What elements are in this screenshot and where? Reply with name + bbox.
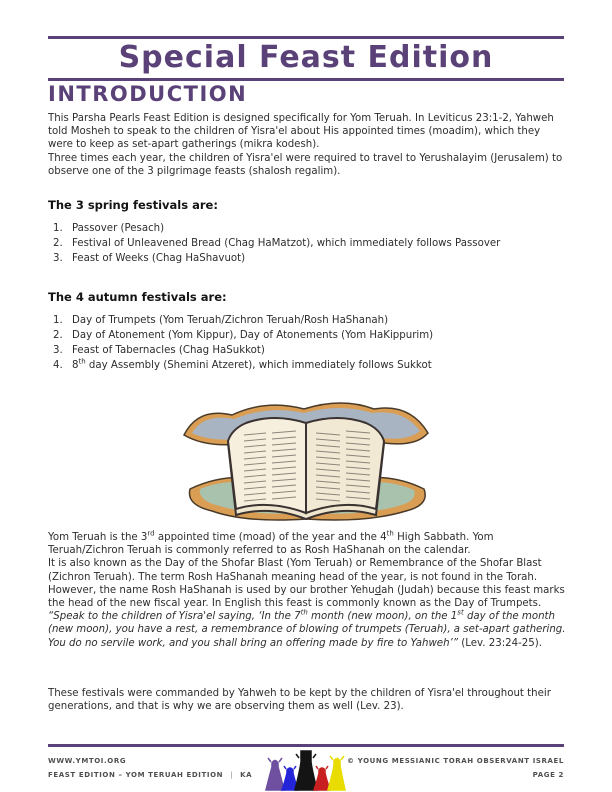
autumn-festivals-heading: The 4 autumn festivals are:	[48, 290, 227, 304]
page-title: Special Feast Edition	[118, 40, 494, 75]
list-item: 4. 8th day Assembly (Shemini Atzeret), which immediately follows Sukkot	[66, 358, 586, 373]
footer-edition: FEAST EDITION – YOM TERUAH EDITION	[48, 771, 224, 779]
intro-paragraph	[48, 112, 566, 178]
footer-website: WWW.YMTOI.ORG	[48, 757, 127, 765]
intro-paragraph-part1: This Parsha Pearls Feast Edition is designed specifically for Yom Teruah. In Leviticus 23:1-2, Yahweh told Mosheh to speak to the children of Yisra'el about His appointed times (moadim), which they were to keep as set-apart gatherings (mikra kodesh).	[48, 113, 554, 151]
list-item: 1. Passover (Pesach)	[66, 221, 586, 236]
footer-right	[347, 754, 564, 782]
spring-festivals-list	[48, 221, 586, 266]
footer-separator: |	[230, 771, 234, 779]
footer-author-initials: KA	[240, 771, 253, 779]
footer-page-number: PAGE 2	[532, 771, 564, 779]
list-item: 2. Festival of Unleavened Bread (Chag HaMatzot), which immediately follows Passover	[66, 236, 586, 251]
footer-copyright: © YOUNG MESSIANIC TORAH OBSERVANT ISRAEL	[347, 757, 564, 765]
list-item: 1. Day of Trumpets (Yom Teruah/Zichron Teruah/Rosh HaShanah)	[66, 313, 586, 328]
ymtoi-logo-icon	[264, 748, 348, 792]
list-item: 2. Day of Atonement (Yom Kippur), Day of Atonements (Yom HaKippurim)	[66, 328, 586, 343]
intro-paragraph-part2: Three times each year, the children of Yisra'el were required to travel to Yerushalayim (Jerusalem) to observe one of the 3 pilgrimage feasts (shalosh regalim).	[48, 152, 563, 177]
yom-teruah-paragraph: Yom Teruah is the 3rd appointed time (moad) of the year and the 4th High Sabbath. Yom Teruah/Zichron Teruah is commonly referred to as Rosh HaShanah on the calendar. It is also known as the Day of the Shofar Blast (Yom Teruah) or Remembrance of the Shofar Blast (Zichron Teruah). The term Rosh HaShanah meaning head of the year, is not found in the Torah. However, the name Rosh HaShanah is used by our brother Yehudah (Judah) because this feast marks the head of the new fiscal year. In English this feast is commonly known as the Day of Trumpets. “Speak to the children of Yisra'el saying, ‘In the 7th month (new moon), on the 1st day of the month (new moon), you have a rest, a remembrance of blowing of trumpets (Teruah), a set-apart gathering. You do no servile work, and you shall bring an offering made by fire to Yahweh’” (Lev. 23:24-25).	[48, 529, 566, 649]
section-heading-introduction: INTRODUCTION	[48, 82, 248, 106]
footer-divider	[48, 744, 564, 747]
header	[48, 36, 564, 81]
footer-left	[48, 754, 252, 782]
open-book-illustration-icon	[170, 393, 442, 527]
autumn-festivals-list	[48, 313, 586, 373]
list-item: 3. Feast of Tabernacles (Chag HaSukkot)	[66, 343, 586, 358]
list-item: 3. Feast of Weeks (Chag HaShavuot)	[66, 251, 586, 266]
closing-paragraph: These festivals were commanded by Yahweh to be kept by the children of Yisra'el throughout their generations, and that is why we are observing them as well (Lev. 23).	[48, 688, 551, 713]
footer-edition-row	[48, 768, 252, 782]
spring-festivals-heading: The 3 spring festivals are:	[48, 198, 218, 212]
